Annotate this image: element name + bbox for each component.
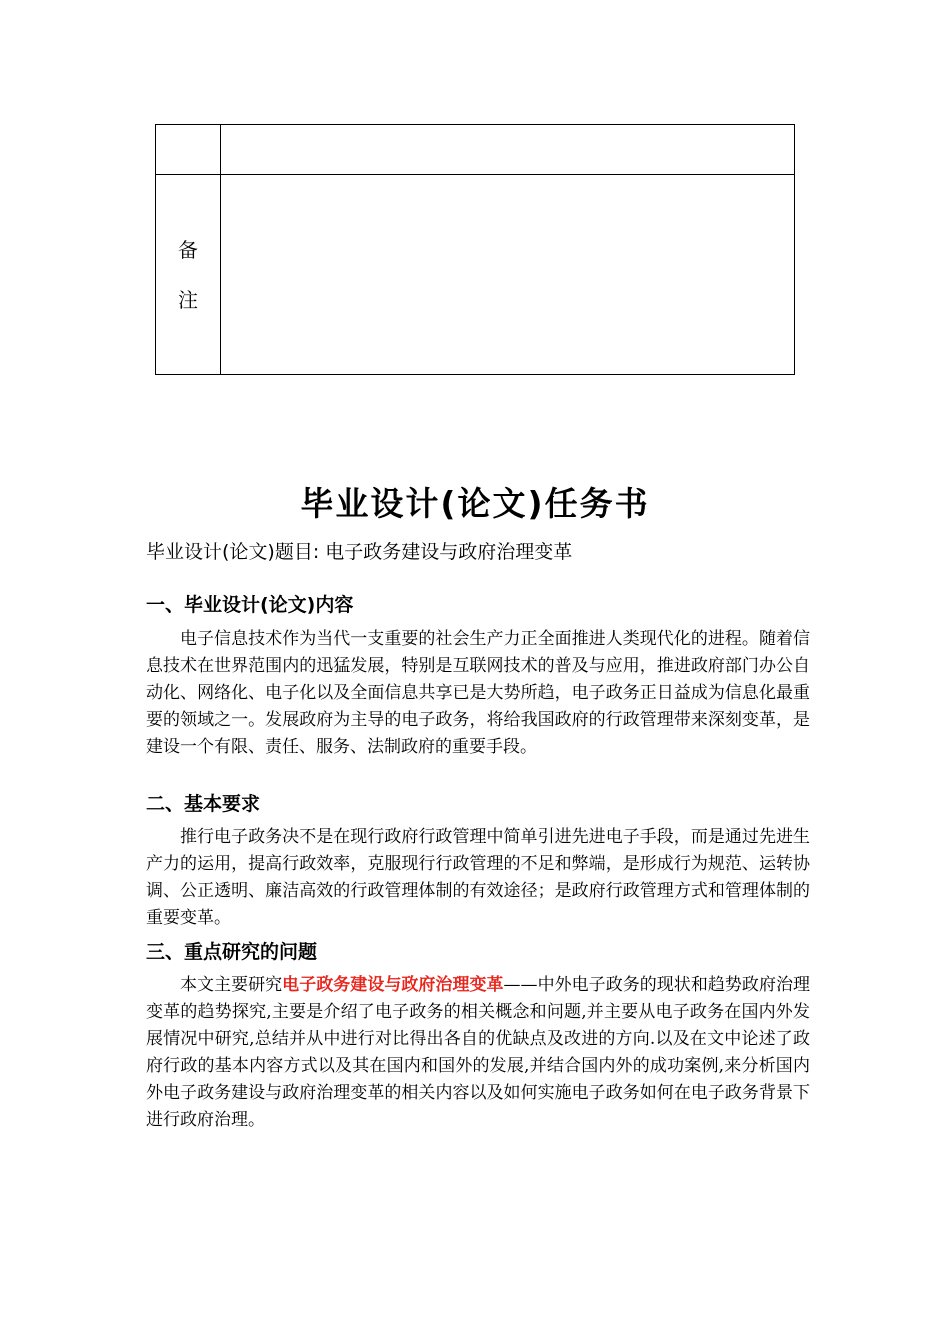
section-heading-key-issues: 三、重点研究的问题 bbox=[146, 941, 318, 963]
remark-label-cell bbox=[156, 175, 221, 375]
section-paragraph-content: 电子信息技术作为当代一支重要的社会生产力正全面推进人类现代化的进程。随着信息技术在世界范围内的迅猛发展，特别是互联网技术的普及与应用，推进政府部门办公自动化、网络化、电子化以及全面信息共享已是大势所趋，电子政务正日益成为信息化最重要的领域之一。发展政府为主导的电子政务，将给我国政府的行政管理带来深刻变革，是建设一个有限、责任、服务、法制政府的重要手段。 bbox=[146, 629, 810, 757]
table-row bbox=[156, 175, 795, 375]
highlighted-topic-text: 电子政务建设与政府治理变革 bbox=[282, 975, 504, 995]
section-paragraph-requirements: 推行电子政务决不是在现行政府行政管理中简单引进先进电子手段，而是通过先进生产力的运用，提高行政效率，克服现行行政管理的不足和弊端，是形成行为规范、运转协调、公正透明、廉洁高效的行政管理体制的有效途径；是政府行政管理方式和管理体制的重要变革。 bbox=[146, 827, 810, 928]
section-heading-requirements: 二、基本要求 bbox=[146, 793, 261, 815]
table-cell-label-empty bbox=[156, 125, 221, 175]
table-row bbox=[156, 125, 795, 175]
document-title: 毕业设计(论文)任务书 bbox=[300, 484, 650, 523]
section-heading-content: 一、毕业设计(论文)内容 bbox=[146, 594, 354, 616]
paragraph-text: 本文主要研究 bbox=[180, 975, 283, 995]
remark-label-char: 注 bbox=[178, 287, 198, 312]
remark-content-cell bbox=[221, 175, 795, 375]
paragraph-text: ——中外电子政务的现状和趋势政府治理变革的趋势探究,主要是介绍了电子政务的相关概念和问题,并主要从电子政务在国内外发展情况中研究,总结并从中进行对比得出各自的优缺点及改进的方向.以及在文中论述了政府行政的基本内容方式以及其在国内和国外的发展,并结合国内外的成功案例,来分析国内外电子政务建设与政府治理变革的相关内容以及如何实施电子政务如何在电子政务背景下进行政府治理。 bbox=[146, 975, 811, 1130]
topic-line: 毕业设计(论文)题目: 电子政务建设与政府治理变革 bbox=[146, 541, 573, 563]
section-paragraph-key-issues bbox=[146, 972, 810, 1134]
remark-table bbox=[155, 124, 795, 375]
table-cell-content-empty bbox=[221, 125, 795, 175]
remark-label-char: 备 bbox=[178, 237, 198, 262]
